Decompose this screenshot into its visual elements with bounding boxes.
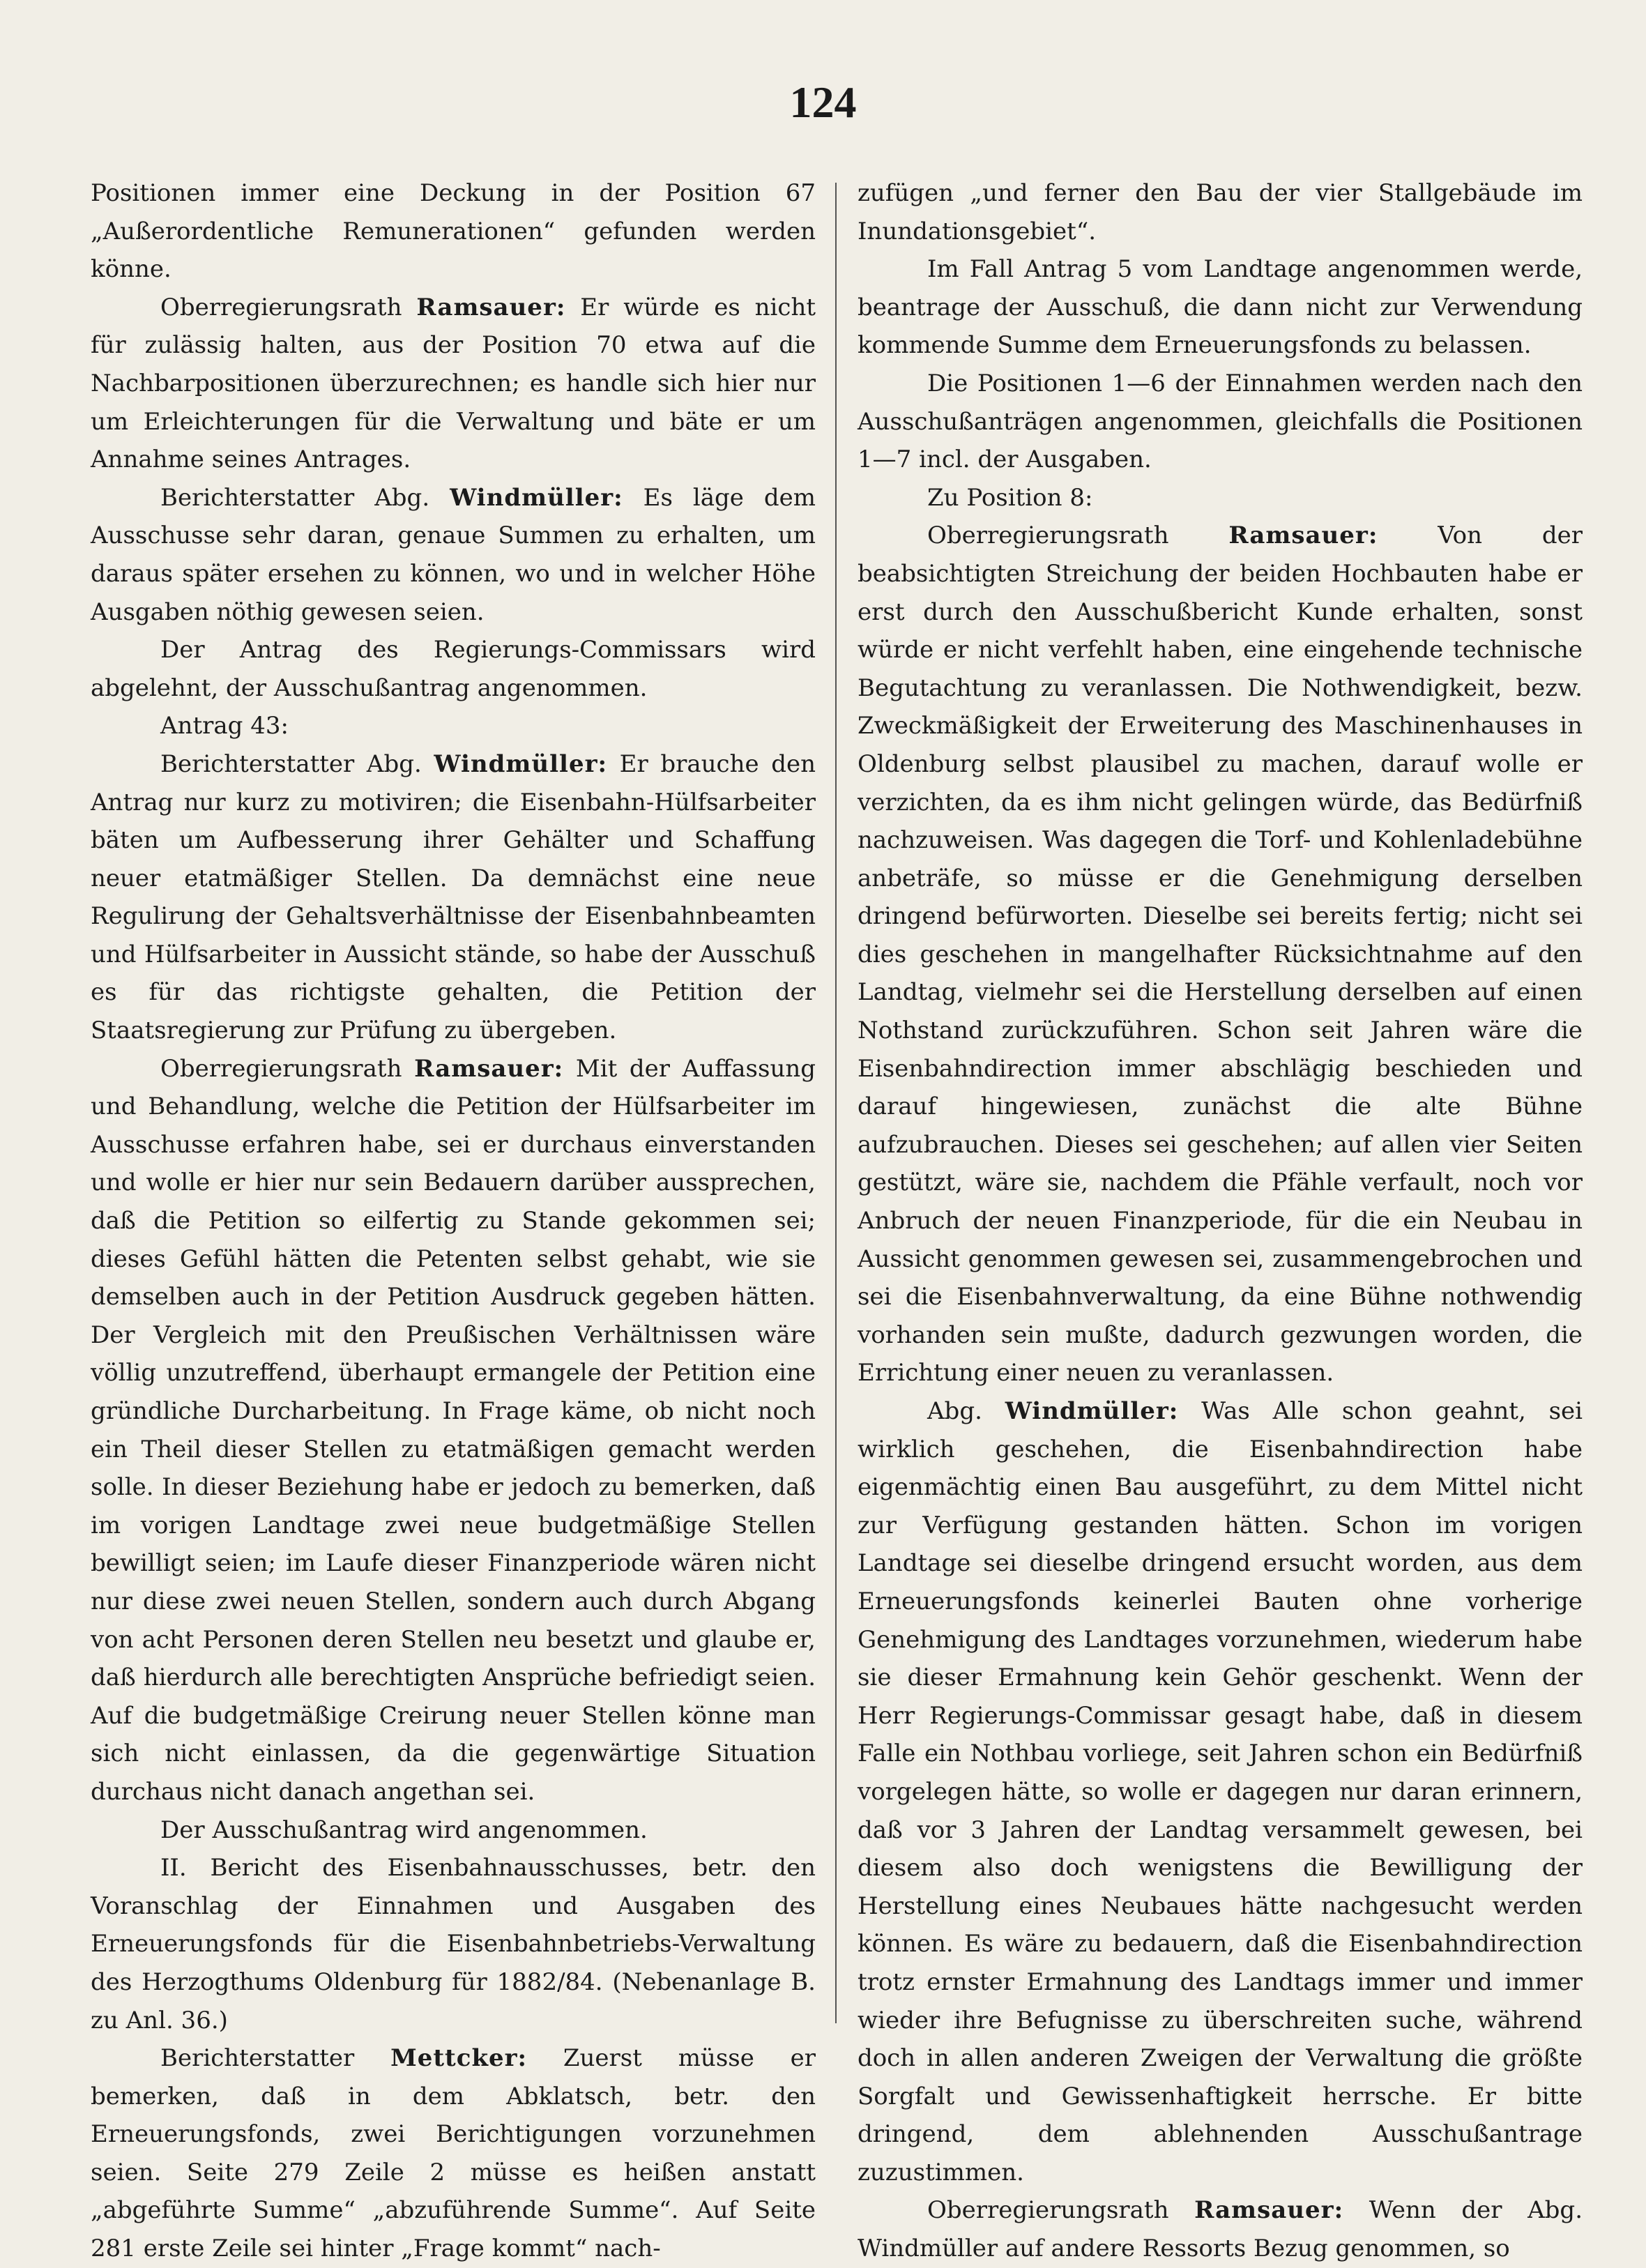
- text-paragraph: Der Ausschußantrag wird angenommen.: [160, 1816, 648, 1844]
- text-paragraph: Die Positionen 1—6 der Einnahmen werden nach den Ausschußanträgen angenommen, gleichfalls die Positionen 1—7 incl. der Ausgaben.: [858, 369, 1583, 474]
- text-paragraph: Positionen immer eine Deckung in der Position 67 „Außerordentliche Remunerationen“ gefunden werden könne.: [91, 179, 816, 284]
- speaker-role: Oberregierungsrath: [160, 1054, 402, 1083]
- speech-paragraph: [91, 745, 816, 1050]
- speaker-name: Windmüller:: [1005, 1397, 1179, 1425]
- speaker-name: Mettcker:: [390, 2044, 528, 2073]
- speech-text: Er brauche den Antrag nur kurz zu motiviren; die Eisenbahn-Hülfsarbeiter bäten um Aufbesserung ihrer Gehälter und Schaffung neuer etatmäßiger Stellen. Da demnächst eine neue Regulirung der Gehaltsverhältnisse der Eisenbahnbeamten und Hülfsarbeiter in Aussicht stände, so habe der Ausschuß es für das richtigste gehalten, die Petition der Staatsregierung zur Prüfung zu übergeben.: [91, 749, 816, 1045]
- speech-text: Was Alle schon geahnt, sei wirklich geschehen, die Eisenbahndirection habe eigenmächtig einen Bau ausgeführt, zu dem Mittel nicht zur Verfügung gestanden hätten. Schon im vorigen Landtage sei dieselbe dringend ersucht worden, aus dem Erneuerungsfonds keinerlei Bauten ohne vorherige Genehmigung des Landtages vorzunehmen, wiederum habe sie dieser Ermahnung kein Gehör geschenkt. Wenn der Herr Regierungs-Commissar gesagt habe, daß in diesem Falle ein Nothbau vorliege, seit Jahren schon ein Bedürfniß vorgelegen hätte, so wolle er dagegen nur daran erinnern, daß vor 3 Jahren der Landtag versammelt gewesen, bei diesem also doch wenigstens die Bewilligung der Herstellung eines Neubaues hätte nachgesucht werden können. Es wäre zu bedauern, daß die Eisenbahndirection trotz ernster Ermahnung des Landtags immer und immer wieder ihre Befugnisse zu überschreiten suche, während doch in allen anderen Zweigen der Verwaltung die größte Sorgfalt und Gewissenhaftigkeit herrsche. Er bitte dringend, dem ablehnenden Ausschußantrage zuzustimmen.: [858, 1397, 1583, 2186]
- speaker-role: Oberregierungsrath: [160, 293, 402, 321]
- speaker-role: Berichterstatter: [160, 2044, 355, 2073]
- speech-text: Es läge dem Ausschusse sehr daran, genaue Summen zu erhalten, um daraus später ersehen zu können, wo und in welcher Höhe Ausgaben nöthig gewesen seien.: [91, 483, 816, 626]
- speaker-role: Berichterstatter Abg.: [160, 749, 422, 778]
- speech-paragraph: [91, 479, 816, 631]
- left-column: [91, 174, 816, 2263]
- speaker-role: Berichterstatter Abg.: [160, 483, 430, 512]
- column-divider: [835, 183, 837, 2023]
- text-paragraph: Der Antrag des Regierungs-Commissars wird abgelehnt, der Ausschußantrag angenommen.: [91, 636, 816, 702]
- speaker-name: Ramsauer:: [1228, 522, 1378, 550]
- speech-text: Er würde es nicht für zulässig halten, aus der Position 70 etwa auf die Nachbarpositionen überzurechnen; es handle sich hier nur um Erleichterungen für die Verwaltung und bäte er um Annahme seines Antrages.: [91, 293, 816, 474]
- speaker-name: Ramsauer:: [416, 293, 566, 321]
- speaker-role: Oberregierungsrath: [927, 2196, 1169, 2225]
- speaker-name: Ramsauer:: [1194, 2196, 1344, 2225]
- speech-text: Wenn der Abg. Windmüller auf andere Ressorts Bezug genommen, so: [858, 2196, 1583, 2263]
- speaker-role: Abg.: [927, 1397, 982, 1425]
- right-column: [858, 174, 1583, 2263]
- speech-paragraph: [91, 289, 816, 479]
- text-paragraph: II. Bericht des Eisenbahnausschusses, betr. den Voranschlag der Einnahmen und Ausgaben des Erneuerungsfonds für die Eisenbahnbetriebs-Verwaltung des Herzogthums Oldenburg für 1882/84. (Nebenanlage B. zu Anl. 36.): [91, 1854, 816, 2034]
- text-paragraph: zufügen „und ferner den Bau der vier Stallgebäude im Inundationsgebiet“.: [858, 179, 1583, 245]
- speaker-name: Windmüller:: [450, 483, 623, 512]
- speaker-name: Ramsauer:: [414, 1054, 564, 1083]
- speech-paragraph: [858, 517, 1583, 1392]
- speech-paragraph: [858, 2191, 1583, 2267]
- speaker-name: Windmüller:: [434, 749, 608, 778]
- speech-paragraph: [91, 1050, 816, 1811]
- speech-paragraph: [858, 1392, 1583, 2191]
- text-paragraph: Im Fall Antrag 5 vom Landtage angenommen werde, beantrage der Ausschuß, die dann nicht zur Verwendung kommende Summe dem Erneuerungsfonds zu belassen.: [858, 255, 1583, 360]
- speech-text: Mit der Auffassung und Behandlung, welche die Petition der Hülfsarbeiter im Ausschusse erfahren habe, sei er durchaus einverstanden und wolle er hier nur sein Bedauern darüber aussprechen, daß die Petition so eilfertig zu Stande gekommen sei; dieses Gefühl hätten die Petenten selbst gehabt, wie sie demselben auch in der Petition Ausdruck gegeben hätten. Der Vergleich mit den Preußischen Verhältnissen wäre völlig unzutreffend, überhaupt ermangele der Petition eine gründliche Durcharbeitung. In Frage käme, ob nicht noch ein Theil dieser Stellen zu etatmäßigen gemacht werden solle. In dieser Beziehung habe er jedoch zu bemerken, daß im vorigen Landtage zwei neue budgetmäßige Stellen bewilligt seien; im Laufe dieser Finanzperiode wären nicht nur diese zwei neuen Stellen, sondern auch durch Abgang von acht Personen deren Stellen neu besetzt und glaube er, daß hierdurch alle berechtigten Ansprüche befriedigt seien. Auf die budgetmäßige Creirung neuer Stellen könne man sich nicht einlassen, da die gegenwärtige Situation durchaus nicht danach angethan sei.: [91, 1054, 816, 1806]
- speech-paragraph: [91, 2039, 816, 2268]
- speech-text: Von der beabsichtigten Streichung der beiden Hochbauten habe er erst durch den Ausschußbericht Kunde erhalten, sonst würde er nicht verfehlt haben, eine eingehende technische Begutachtung zu veranlassen. Die Nothwendigkeit, bezw. Zweckmäßigkeit der Erweiterung des Maschinenhauses in Oldenburg selbst plausibel zu machen, darauf wolle er verzichten, da es ihm nicht gelingen würde, das Bedürfniß nachzuweisen. Was dagegen die Torf- und Kohlenladebühne anbeträfe, so müsse er die Genehmigung derselben dringend befürworten. Dieselbe sei bereits fertig; nicht sei dies geschehen in mangelhafter Rücksichtnahme auf den Landtag, vielmehr sei die Herstellung derselben auf einen Nothstand zurückzuführen. Schon seit Jahren wäre die Eisenbahndirection immer abschlägig beschieden und darauf hingewiesen, zunächst die alte Bühne aufzubrauchen. Dieses sei geschehen; auf allen vier Seiten gestützt, wäre sie, nachdem die Pfähle verfault, noch vor Anbruch der neuen Finanzperiode, für die ein Neubau in Aussicht genommen gewesen sei, zusammengebrochen und sei die Eisenbahnverwaltung, da eine Bühne nothwendig vorhanden sein mußte, dadurch gezwungen worden, die Errichtung einer neuen zu veranlassen.: [858, 522, 1583, 1387]
- text-paragraph: Antrag 43:: [160, 712, 289, 740]
- speaker-role: Oberregierungsrath: [927, 522, 1169, 550]
- speech-text: Zuerst müsse er bemerken, daß in dem Abklatsch, betr. den Erneuerungsfonds, zwei Berichtigungen vorzunehmen seien. Seite 279 Zeile 2 müsse es heißen anstatt „abgeführte Summe“ „abzuführende Summe“. Auf Seite 281 erste Zeile sei hinter „Frage kommt“ nach-: [91, 2044, 816, 2263]
- page-number: 124: [789, 77, 857, 127]
- text-paragraph: Zu Position 8:: [927, 483, 1093, 512]
